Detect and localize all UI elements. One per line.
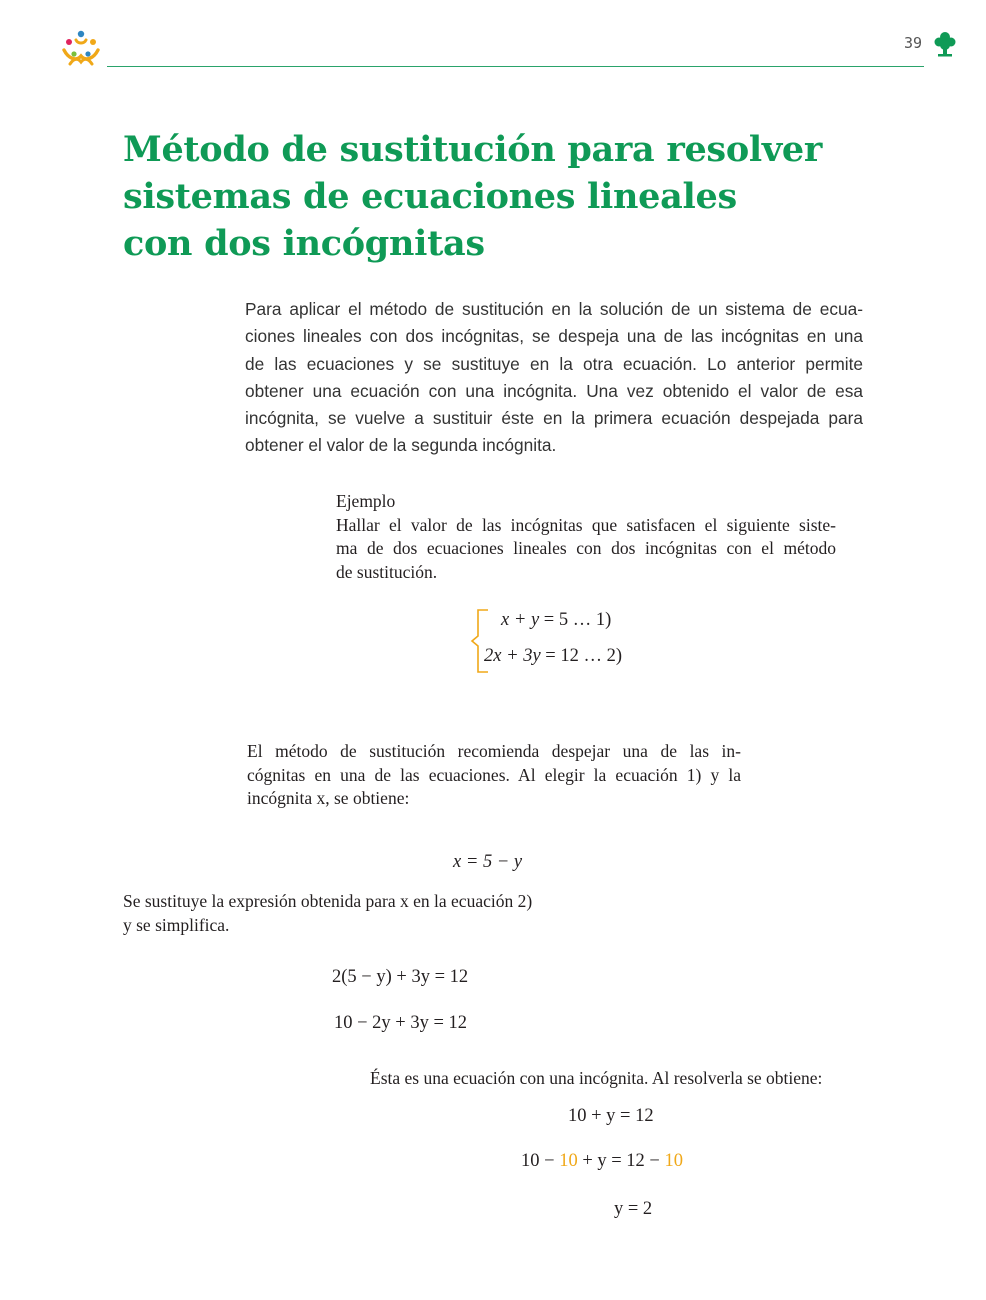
paragraph-line: cógnitas en una de las ecuaciones. Al elegir la ecuación 1) y la [247, 764, 741, 785]
intro-line: de las ecuaciones y se sustituye en la otra ecuación. Lo anterior permite [245, 353, 863, 374]
paragraph-line: y se simplifica. [123, 914, 230, 935]
example-line: Hallar el valor de las incógnitas que satisfacen el siguiente siste- [336, 514, 836, 535]
paragraph-line: Se sustituye la expresión obtenida para x en la ecuación 2) [123, 891, 533, 911]
page-number: 39 [904, 34, 923, 52]
intro-line: ciones lineales con dos incógnitas, se despeja una de las incógnitas en una [245, 326, 863, 347]
system-equation-1 [501, 610, 611, 631]
intro-paragraph [245, 296, 863, 460]
equation-part: + y = 12 − [577, 1151, 665, 1171]
step-equation-1: 2(5 − y) + 3y = 12 [332, 967, 469, 987]
highlight-term: 10 [559, 1151, 578, 1171]
paragraph-line: El método de sustitución recomienda despejar una de las in- [247, 741, 741, 761]
title-line: sistemas de ecuaciones lineales [123, 176, 737, 217]
title-line: con dos incógnitas [123, 223, 485, 264]
example-line: ma de dos ecuaciones lineales con dos incógnitas con el método [336, 538, 836, 558]
solve-equation-1: 10 + y = 12 [568, 1106, 654, 1126]
example-line: de sustitución. [336, 561, 438, 582]
intro-line: obtener el valor de la segunda incógnita. [245, 435, 557, 456]
substitution-paragraph [123, 890, 593, 937]
solve-equation-3: y = 2 [614, 1199, 653, 1219]
intro-line: incógnita, se vuelve a sustituir éste en la primera ecuación despejada para [245, 408, 863, 429]
system-equation-2 [484, 646, 622, 667]
example-block [336, 490, 836, 584]
solve-paragraph: Ésta es una ecuación con una incógnita. Al resolverla se obtiene: [370, 1068, 823, 1088]
equation-lhs: 2x + 3y [484, 646, 541, 666]
collection-logo-icon [58, 28, 104, 70]
highlight-term: 10 [664, 1151, 683, 1171]
paragraph-line: incógnita x, se obtiene: [247, 788, 410, 808]
page-title [123, 126, 883, 267]
equation-x: x = 5 − y [453, 852, 523, 872]
tree-icon [933, 31, 957, 57]
example-heading: Ejemplo [336, 491, 396, 511]
header-rule [107, 66, 924, 67]
equation-part: 10 − [521, 1151, 560, 1171]
title-line: Método de sustitución para resolver [123, 129, 823, 170]
equation-rhs: = 5 … 1) [539, 610, 612, 630]
step-equation-2: 10 − 2y + 3y = 12 [334, 1013, 468, 1033]
solve-equation-2 [521, 1151, 683, 1172]
intro-line: Para aplicar el método de sustitución en la solución de un sistema de ecua- [245, 299, 863, 319]
equation-rhs: = 12 … 2) [540, 646, 623, 666]
method-paragraph [247, 740, 741, 811]
equation-lhs: x + y [501, 610, 540, 630]
intro-line: obtener una ecuación con una incógnita. Una vez obtenido el valor de esa [245, 380, 863, 401]
